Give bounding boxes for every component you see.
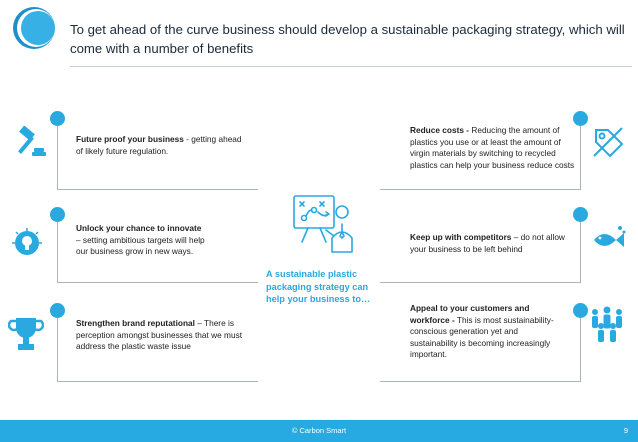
benefit-brand-reputation: Strengthen brand reputational – There is perception amongst businesses that we must address the plastic waste issue — [76, 318, 243, 351]
callout-dot-2 — [50, 207, 65, 222]
callout-line-2 — [57, 214, 58, 282]
lightbulb-icon — [10, 226, 44, 260]
callout-line-5 — [580, 214, 581, 282]
callout-line-4 — [580, 118, 581, 189]
title-divider — [70, 66, 632, 67]
callout-dot-3 — [50, 303, 65, 318]
callout-line-3-h — [57, 381, 258, 382]
callout-line-3 — [57, 310, 58, 381]
carbon-smart-logo-icon — [12, 6, 56, 50]
callout-line-6-h — [380, 381, 581, 382]
callout-dot-5 — [573, 207, 588, 222]
page-number: 9 — [623, 426, 628, 435]
footer-copyright: © Carbon Smart — [291, 426, 347, 435]
benefit-future-proof: Future proof your business - getting ahead of likely future regulation. — [76, 134, 242, 156]
strategy-board-icon — [292, 192, 358, 256]
center-caption: A sustainable plastic packaging strategy can help your business to… — [266, 269, 371, 305]
callout-dot-1 — [50, 111, 65, 126]
benefit-innovate: Unlock your chance to innovate – setting ambitious targets will help our business grow in new ways. — [76, 223, 205, 256]
gavel-icon — [12, 126, 48, 162]
callout-line-6 — [580, 310, 581, 381]
page-title: To get ahead of the curve business should develop a sustainable packaging strategy, which will come with a number of benefits — [70, 22, 625, 56]
callout-line-2-h — [57, 282, 258, 283]
people-group-icon — [586, 304, 628, 346]
callout-line-1 — [57, 118, 58, 189]
callout-line-5-h — [380, 282, 581, 283]
benefit-reduce-costs: Reduce costs - Reducing the amount of plastics you use or at least the amount of virgin materials by switching to recycled plastics can help your business reduce costs — [410, 125, 575, 170]
footer-bar — [0, 420, 638, 442]
callout-line-1-h — [57, 189, 258, 190]
price-tag-icon — [590, 122, 626, 160]
benefit-appeal: Appeal to your customers and workforce - This is most sustainability-conscious generation yet and sustainability is becoming increasingly important. — [410, 303, 554, 359]
trophy-icon — [8, 316, 44, 356]
callout-dot-4 — [573, 111, 588, 126]
fish-icon — [590, 224, 628, 254]
benefit-competitors: Keep up with competitors – do not allow your business to be left behind — [410, 232, 565, 254]
callout-line-4-h — [380, 189, 581, 190]
